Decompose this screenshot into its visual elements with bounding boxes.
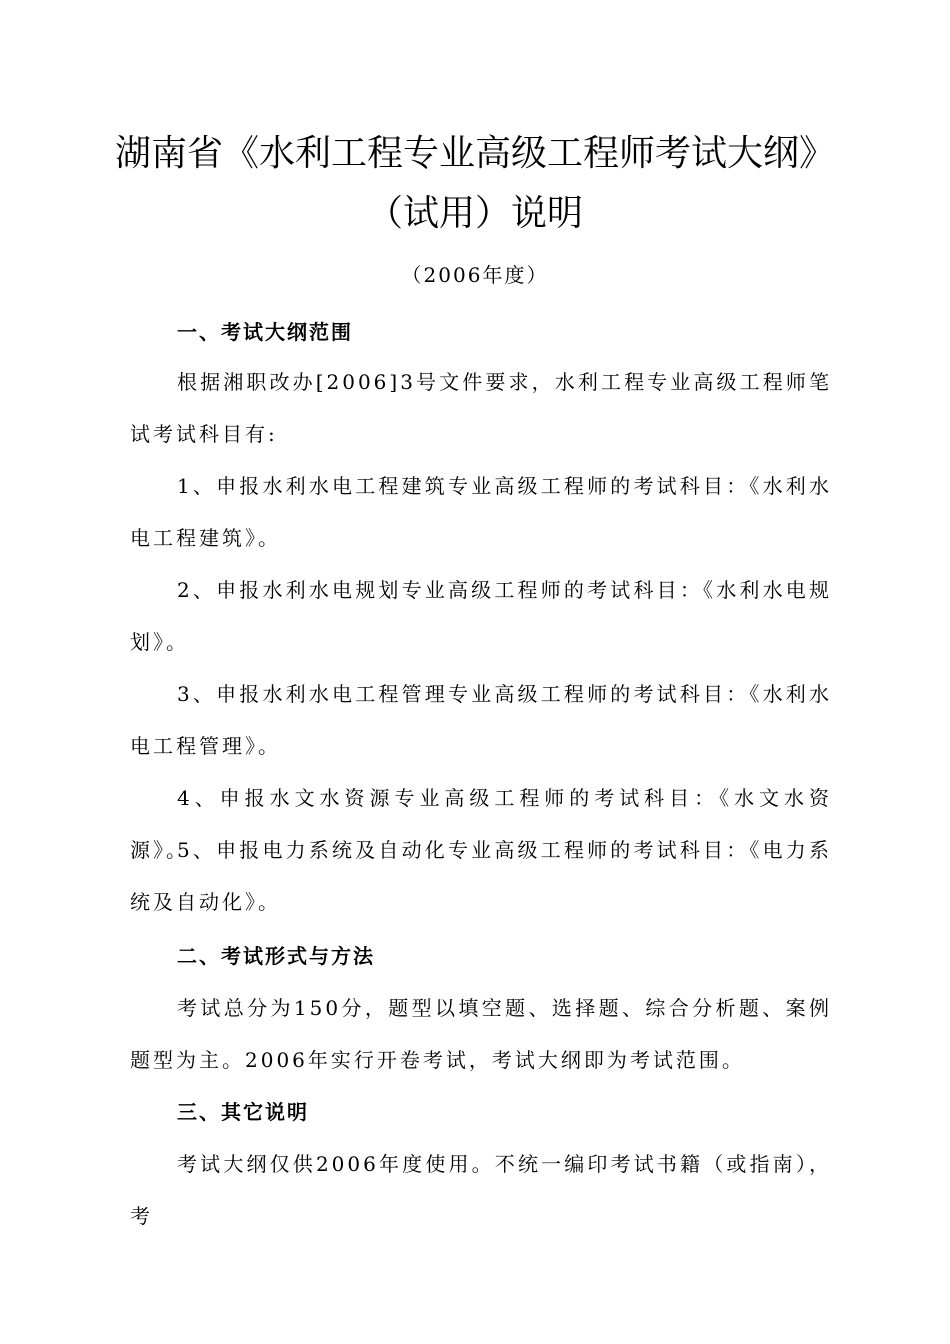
paragraph-item-5: 5、申报电力系统及自动化专业高级工程师的考试科目：《电力系统及自动化》。	[130, 838, 832, 914]
paragraph-format: 考试总分为150分，题型以填空题、选择题、综合分析题、案例题型为主。2006年实行开卷考试，考试大纲即为考试范围。	[130, 996, 832, 1072]
paragraph-item-3: 3、申报水利水电工程管理专业高级工程师的考试科目：《水利水电工程管理》。	[130, 682, 832, 758]
paragraph-other: 考试大纲仅供2006年度使用。不统一编印考试书籍（或指南），考	[130, 1152, 832, 1228]
document-title-line1: 湖南省《水利工程专业高级工程师考试大纲》	[114, 133, 835, 174]
paragraph-scope-intro: 根据湘职改办[2006]3号文件要求，水利工程专业高级工程师笔试考试科目有:	[130, 370, 832, 446]
document-year: （2006年度）	[401, 263, 549, 287]
document-title-line2: （试用）说明	[366, 193, 583, 234]
paragraph-item-1: 1、申报水利水电工程建筑专业高级工程师的考试科目：《水利水电工程建筑》。	[130, 474, 832, 550]
paragraph-item-2: 2、申报水利水电规划专业高级工程师的考试科目：《水利水电规划》。	[130, 578, 832, 654]
section-heading-scope: 一、考试大纲范围	[177, 320, 353, 344]
paragraph-item-4: 4、申报水文水资源专业高级工程师的考试科目：《水文水资源》。	[130, 786, 832, 862]
section-heading-format: 二、考试形式与方法	[177, 944, 375, 968]
section-heading-other: 三、其它说明	[177, 1100, 309, 1124]
